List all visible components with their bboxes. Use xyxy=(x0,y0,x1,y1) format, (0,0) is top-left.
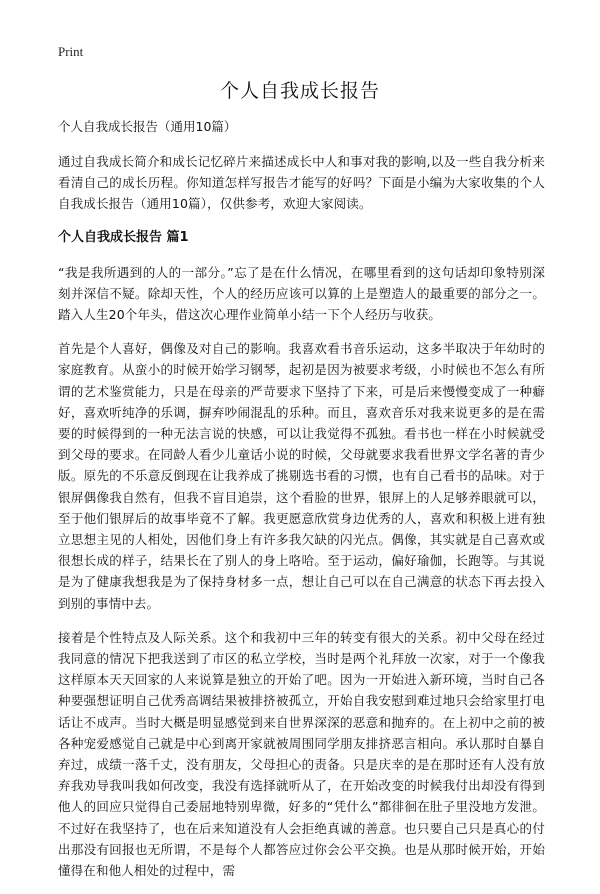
body-paragraph-3: 接着是个性特点及人际关系。这个和我初中三年的转变有很大的关系。初中父母在经过我同意的情况下把我送到了市区的私立学校，当时是两个礼拜放一次家，对于一个像我这样原本天天回家的人来说算是独立的开始了吧。因为一开始进入新环境，当时自己各种要强想证明自己优秀高调结果被排挤被孤立，开始自我安慰到难过地只会给家里打电话让不成声。当时大概是明显感觉到来自世界深深的恶意和抛弃的。在上初中之前的被各种宠爱感觉自己就是中心到离开家就被周围同学朋友排挤恶言相向。承认那时自暴自弃过，成绩一落千丈，没有朋友，父母担心的责备。只是庆幸的是在那时还有人没有放弃我劝导我叫我如何改变，我没有选择就听从了，在开始改变的时候我付出却没有得到他人的回应只觉得自己委屈地特别卑微，好多的“凭什么”都徘徊在肚子里没地方发泄。不过好在我坚持了，也在后来知道没有人会拒绝真诚的善意。也只要自己只是真心的付出那没有回报也无所谓，不是每个人都答应过你会公平交换。也是从那时候开始，开始懂得在和他人相处的过程中，需 xyxy=(58,629,545,879)
document-body xyxy=(58,117,545,894)
section-heading: 个人自我成长报告 篇1 xyxy=(58,229,189,245)
body-paragraph-2: 首先是个人喜好，偶像及对自己的影响。我喜欢看书音乐运动，这多半取决于年幼时的家庭教育。从蛮小的时候开始学习钢琴，起初是因为被要求考级，小时候也不怎么有所谓的艺术鉴赏能力，只是在母亲的严苛要求下坚持了下来，可是后来慢慢变成了一种癖好，喜欢听纯净的乐调，摒弃吵闹混乱的乐种。而且，喜欢音乐对我来说更多的是在需要的时候得到的一种无法言说的快感，可以让我觉得不孤独。看书也一样在小时候就受到父母的要求。在同龄人看少儿童话小说的时候，父母就要求我看世界文学名著的青少版。原先的不乐意反倒现在让我养成了挑剔选书看的习惯，也有自己看书的品味。对于银屏偶像我自然有，但我不盲目追崇，这个看脸的世界，银屏上的人足够养眼就可以，至于他们银屏后的故事毕竟不了解。我更愿意欣赏身边优秀的人，喜欢和积极上进有独立思想主见的人相处，因他们身上有许多我欠缺的闪光点。偶像，其实就是自己喜欢或很想长成的样子，结果长在了别人的身上咯哈。至于运动，偏好瑜伽，长跑等。与其说是为了健康我想我是为了保持身材多一点，想让自己可以在自己满意的状态下再去投入到别的事情中去。 xyxy=(58,341,545,611)
body-paragraph-1: “我是我所遇到的人的一部分。”忘了是在什么情况，在哪里看到的这句话却印象特别深刻并深信不疑。除却天性，个人的经历应该可以算的上是塑造人的最重要的部分之一。踏入人生20个年头，借这次心理作业简单小结一下个人经历与收获。 xyxy=(58,264,545,323)
document-subtitle: 个人自我成长报告（通用10篇） xyxy=(58,119,237,134)
print-link[interactable]: Print xyxy=(58,44,84,59)
intro-paragraph: 通过自我成长简介和成长记忆碎片来描述成长中人和事对我的影响,以及一些自我分析来看清自己的成长历程。你知道怎样写报告才能写的好吗？下面是小编为大家收集的个人自我成长报告（通用10篇），仅供参考，欢迎大家阅读。 xyxy=(58,154,545,212)
page-title: 个人自我成长报告 xyxy=(219,80,380,102)
